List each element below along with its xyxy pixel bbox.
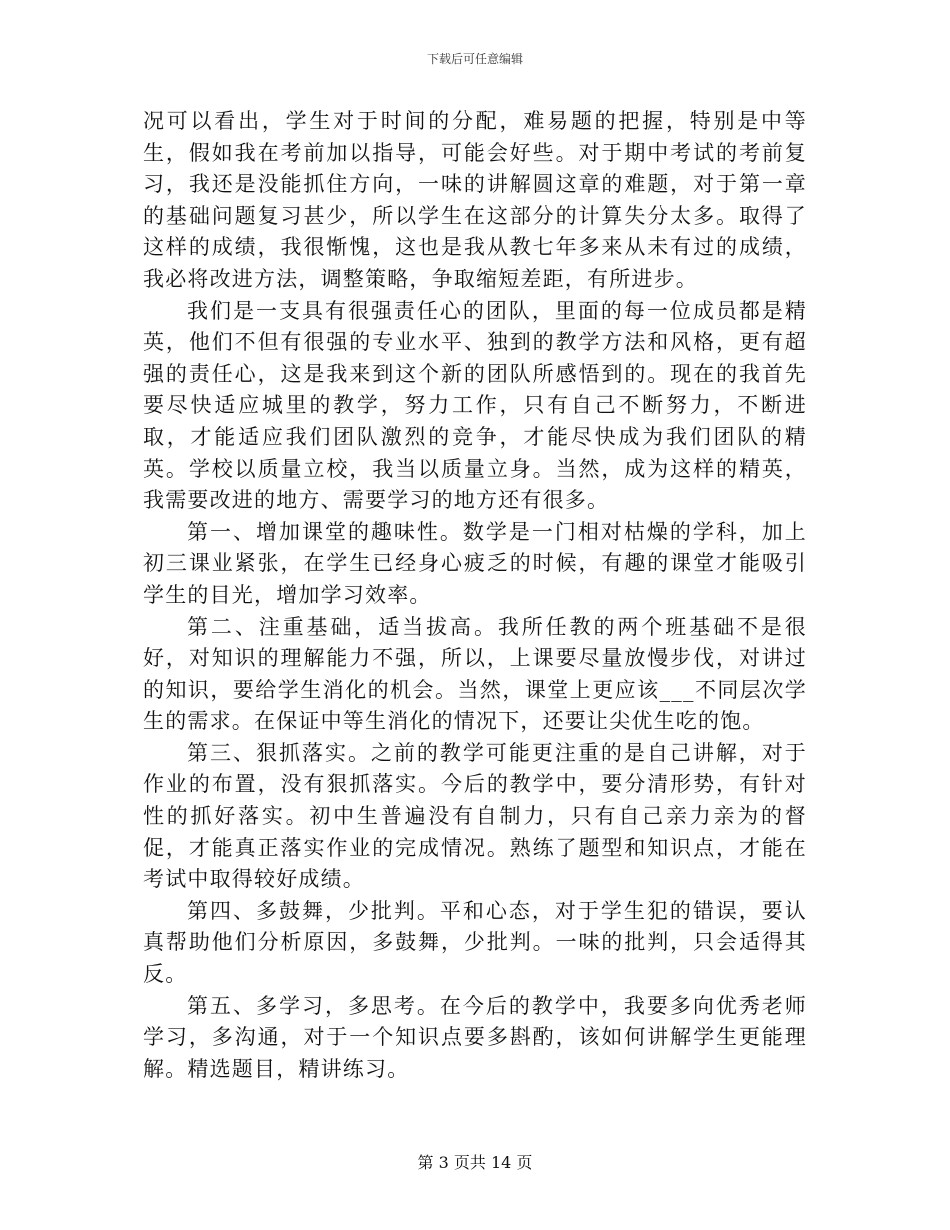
paragraph-continuation: 况可以看出，学生对于时间的分配，难易题的把握，特别是中等生，假如我在考前加以指导，可能会好些。对于期中考试的考前复习，我还是没能抓住方向，一味的讲解圆这章的难题，对于第一章的基础问题复习甚少，所以学生在这部分的计算失分太多。取得了这样的成绩，我很惭愧，这也是我从教七年多来从未有过的成绩，我必将改进方法，调整策略，争取缩短差距，有所进步。 — [143, 109, 807, 291]
page-number: 第 3 页共 14 页 — [417, 1153, 533, 1172]
paragraph-point-5: 第五、多学习，多思考。在今后的教学中，我要多向优秀老师学习，多沟通，对于一个知识点要多斟酌，该如何讲解学生更能理解。精选题目，精讲练习。 — [143, 993, 807, 1081]
paragraph-point-1: 第一、增加课堂的趣味性。数学是一门相对枯燥的学科，加上初三课业紧张，在学生已经身心疲乏的时候，有趣的课堂才能吸引学生的目光，增加学习效率。 — [143, 519, 807, 607]
page-header: 下载后可任意编辑 — [426, 52, 523, 66]
paragraph-point-3: 第三、狠抓落实。之前的教学可能更注重的是自己讲解，对于作业的布置，没有狠抓落实。今后的教学中，要分清形势，有针对性的抓好落实。初中生普遍没有自制力，只有自己亲力亲为的督促，才能真正落实作业的完成情况。熟练了题型和知识点，才能在考试中取得较好成绩。 — [143, 740, 807, 892]
document-body — [143, 106, 807, 1085]
paragraph-point-4: 第四、多鼓舞，少批判。平和心态，对于学生犯的错误，要认真帮助他们分析原因，多鼓舞，少批判。一味的批判，只会适得其反。 — [143, 898, 807, 987]
paragraph-team: 我们是一支具有很强责任心的团队，里面的每一位成员都是精英，他们不但有很强的专业水平、独到的教学方法和风格，更有超强的责任心，这是我来到这个新的团队所感悟到的。现在的我首先要尽快适应城里的教学，努力工作，只有自己不断努力，不断进取，才能适应我们团队激烈的竞争，才能尽快成为我们团队的精英。学校以质量立校，我当以质量立身。当然，成为这样的精英，我需要改进的地方、需要学习的地方还有很多。 — [143, 298, 807, 513]
paragraph-point-2: 第二、注重基础，适当拔高。我所任教的两个班基础不是很好，对知识的理解能力不强，所以，上课要尽量放慢步伐，对讲过的知识，要给学生消化的机会。当然，课堂上更应该___不同层次学生的需求。在保证中等生消化的情况下，还要让尖优生吃的饱。 — [143, 614, 807, 734]
